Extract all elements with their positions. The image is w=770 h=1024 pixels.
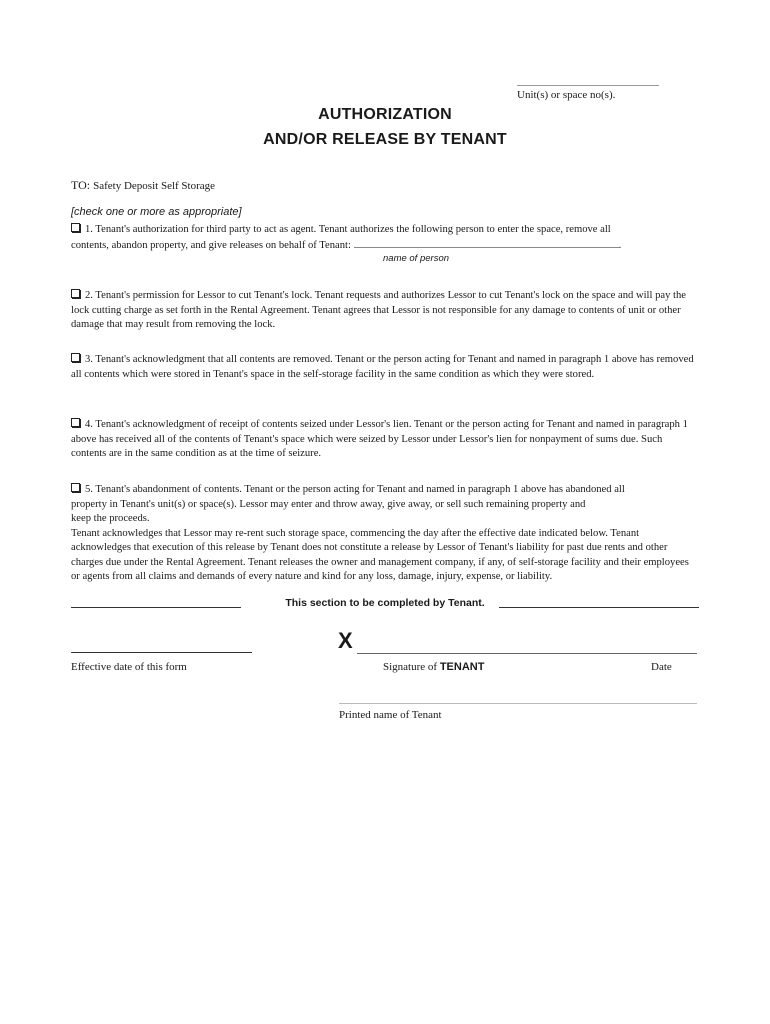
item-5 xyxy=(71,483,696,585)
item-2-text: 2. Tenant's permission for Lessor to cut Tenant's lock. Tenant requests and authorizes Lessor to cut Tenant's lock on the space and will pay the lock cutting charge as set forth in the Rental Agreement. Tenant agrees that Lessor is not responsible for any damage to contents of unit or other damage that may result from removing the lock. xyxy=(71,290,686,330)
item-2 xyxy=(71,289,696,333)
signature-label xyxy=(383,661,484,673)
effective-date-field[interactable] xyxy=(71,652,252,653)
unit-number-label: Unit(s) or space no(s). xyxy=(517,89,616,101)
signature-label-tenant: TENANT xyxy=(439,661,485,673)
date-label: Date xyxy=(651,661,672,673)
checkbox-item-5[interactable] xyxy=(71,483,80,492)
item-5-acknowledgment: Tenant acknowledges that Lessor may re-rent such storage space, commencing the day after the effective date indicated below. Tenant acknowledges that execution of this release by Tenant does not constitute a release by Lessor of Tenant's liability for past due rents and other charges due under the Rental Agreement. Tenant releases the owner and management company, if any, of self-storage facility and their employees or agents from all claims and demands of every nature and kind for any loss, damage, injury, expense, or liability. xyxy=(71,527,689,582)
checkbox-item-2[interactable] xyxy=(71,289,80,298)
addressee-prefix: TO: xyxy=(71,178,91,192)
document-title-line1: AUTHORIZATION xyxy=(318,106,452,123)
effective-date-label: Effective date of this form xyxy=(71,661,187,673)
addressee-line xyxy=(71,178,215,193)
item-1-period: . xyxy=(618,239,622,251)
instruction-text: [check one or more as appropriate] xyxy=(71,206,242,218)
tenant-signature-field[interactable] xyxy=(357,653,697,654)
checkbox-item-4[interactable] xyxy=(71,418,80,427)
item-4-text: 4. Tenant's acknowledgment of receipt of contents seized under Lessor's lien. Tenant or the person acting for Tenant and named in paragraph 1 above has received all of the contents of Tenant's space which were seized by Lessor under Lessor's lien for nonpayment of sums due. Such contents are in the same condition as at the time of seizure. xyxy=(71,419,688,459)
printed-name-label: Printed name of Tenant xyxy=(339,709,442,721)
item-5-line2: property in Tenant's unit(s) or space(s). Lessor may enter and throw away, give away, or sell such remaining property and xyxy=(71,498,586,510)
item-4 xyxy=(71,418,696,462)
item-1-line2: contents, abandon property, and give releases on behalf of Tenant: xyxy=(71,239,351,251)
item-5-line3: keep the proceeds. xyxy=(71,513,150,524)
checkbox-item-1[interactable] xyxy=(71,223,80,232)
unit-number-line[interactable] xyxy=(517,85,659,86)
signature-x-mark: X xyxy=(338,628,353,653)
item-1-line1: 1. Tenant's authorization for third party to act as agent. Tenant authorizes the following person to enter the space, remove all xyxy=(85,224,611,235)
item-3 xyxy=(71,353,696,382)
name-of-person-field[interactable] xyxy=(354,238,619,248)
facility-name: Safety Deposit Self Storage xyxy=(93,180,216,192)
name-of-person-caption: name of person xyxy=(383,253,450,264)
item-3-text: 3. Tenant's acknowledgment that all contents are removed. Tenant or the person acting for Tenant and named in paragraph 1 above has removed all contents which were stored in Tenant's space in the self-storage facility in the same condition as which they were stored. xyxy=(71,354,694,380)
checkbox-item-3[interactable] xyxy=(71,353,80,362)
item-5-line1: 5. Tenant's abandonment of contents. Tenant or the person acting for Tenant and named in paragraph 1 above has abandoned all xyxy=(85,484,625,495)
tenant-section-title: This section to be completed by Tenant. xyxy=(285,597,485,609)
item-1 xyxy=(71,223,696,253)
signature-label-prefix: Signature of xyxy=(383,661,438,673)
printed-name-field[interactable] xyxy=(339,703,697,704)
document-title-line2: AND/OR RELEASE BY TENANT xyxy=(263,131,507,148)
